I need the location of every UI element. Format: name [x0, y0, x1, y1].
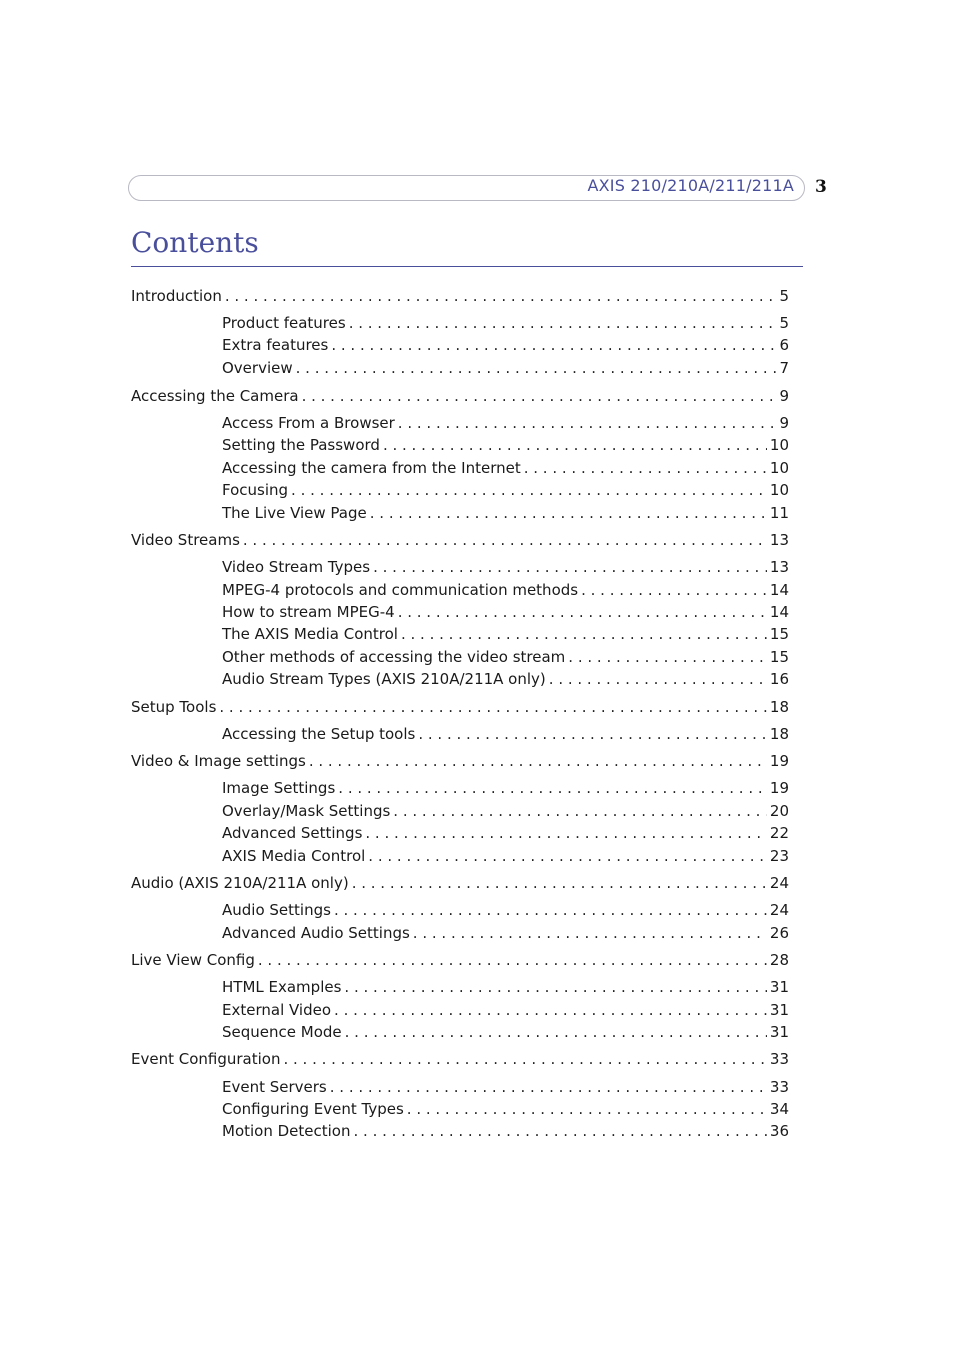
- toc-entry[interactable]: [222, 1120, 789, 1142]
- toc-entry-page: 33: [769, 1050, 789, 1068]
- toc-entry[interactable]: [222, 334, 789, 356]
- toc-entry-page: 10: [769, 481, 789, 499]
- toc-entry-page: 14: [769, 581, 789, 599]
- toc-entry-page: 15: [769, 648, 789, 666]
- toc-entry-page: 11: [769, 504, 789, 522]
- toc-entry-label: Event Servers: [222, 1078, 327, 1096]
- document-title: AXIS 210/210A/211/211A: [587, 176, 794, 195]
- toc-dot-leader: [334, 999, 767, 1021]
- toc-entry-page: 18: [769, 698, 789, 716]
- toc-entry-page: 7: [779, 359, 789, 377]
- toc-entry-label: Configuring Event Types: [222, 1100, 404, 1118]
- toc-entry[interactable]: [131, 385, 789, 407]
- toc-entry-page: 19: [769, 779, 789, 797]
- toc-entry-page: 23: [769, 847, 789, 865]
- toc-entry[interactable]: [222, 822, 789, 844]
- toc-dot-leader: [309, 750, 767, 772]
- toc-entry-label: Other methods of accessing the video stream: [222, 648, 566, 666]
- toc-dot-leader: [219, 696, 767, 718]
- toc-entry-page: 31: [769, 1001, 789, 1019]
- toc-dot-leader: [549, 668, 767, 690]
- toc-entry[interactable]: [222, 357, 789, 379]
- toc-dot-leader: [368, 845, 767, 867]
- toc-entry-label: Accessing the camera from the Internet: [222, 459, 521, 477]
- toc-entry-page: 36: [769, 1122, 789, 1140]
- toc-dot-leader: [349, 312, 777, 334]
- toc-entry-label: Focusing: [222, 481, 289, 499]
- toc-entry-label: Accessing the Camera: [131, 387, 299, 405]
- toc-entry[interactable]: [222, 723, 789, 745]
- toc-dot-leader: [338, 777, 767, 799]
- toc-entry-label: Setting the Password: [222, 436, 380, 454]
- toc-entry-page: 28: [769, 951, 789, 969]
- toc-entry[interactable]: [222, 922, 789, 944]
- toc-entry-label: Access From a Browser: [222, 414, 395, 432]
- toc-entry-label: Sequence Mode: [222, 1023, 342, 1041]
- toc-entry-label: Video & Image settings: [131, 752, 306, 770]
- toc-entry[interactable]: [222, 556, 789, 578]
- toc-entry-label: Image Settings: [222, 779, 336, 797]
- toc-entry-page: 5: [779, 287, 789, 305]
- toc-entry-page: 19: [769, 752, 789, 770]
- toc-entry[interactable]: [222, 976, 789, 998]
- toc-entry[interactable]: [222, 899, 789, 921]
- toc-dot-leader: [225, 285, 777, 307]
- toc-entry-page: 33: [769, 1078, 789, 1096]
- toc-entry-page: 14: [769, 603, 789, 621]
- toc-entry-label: Setup Tools: [131, 698, 217, 716]
- toc-entry-label: The AXIS Media Control: [222, 625, 398, 643]
- toc-dot-leader: [296, 357, 777, 379]
- page-number: 3: [815, 177, 827, 197]
- toc-dot-leader: [383, 434, 767, 456]
- toc-entry-label: Accessing the Setup tools: [222, 725, 416, 743]
- toc-entry-label: Live View Config: [131, 951, 255, 969]
- toc-entry-page: 10: [769, 459, 789, 477]
- toc-entry-label: Video Stream Types: [222, 558, 371, 576]
- toc-dot-leader: [352, 872, 767, 894]
- toc-dot-leader: [524, 457, 767, 479]
- toc-entry[interactable]: [131, 949, 789, 971]
- toc-entry[interactable]: [131, 696, 789, 718]
- toc-entry-label: Video Streams: [131, 531, 240, 549]
- toc-entry-page: 31: [769, 978, 789, 996]
- toc-dot-leader: [354, 1120, 767, 1142]
- toc-entry-label: External Video: [222, 1001, 332, 1019]
- toc-entry[interactable]: [222, 1098, 789, 1120]
- toc-entry-page: 13: [769, 558, 789, 576]
- toc-entry-label: HTML Examples: [222, 978, 342, 996]
- toc-entry-page: 16: [769, 670, 789, 688]
- toc-entry-page: 24: [769, 901, 789, 919]
- toc-entry[interactable]: [222, 800, 789, 822]
- toc-dot-leader: [258, 949, 767, 971]
- toc-entry[interactable]: [222, 623, 789, 645]
- toc-entry-label: Event Configuration: [131, 1050, 281, 1068]
- toc-entry-page: 9: [779, 414, 789, 432]
- toc-dot-leader: [418, 723, 767, 745]
- toc-entry-label: AXIS Media Control: [222, 847, 366, 865]
- toc-entry-label: Overlay/Mask Settings: [222, 802, 391, 820]
- toc-entry-page: 13: [769, 531, 789, 549]
- toc-entry-page: 26: [769, 924, 789, 942]
- toc-entry[interactable]: [222, 777, 789, 799]
- toc-entry-label: Motion Detection: [222, 1122, 351, 1140]
- toc-entry-label: Audio Stream Types (AXIS 210A/211A only): [222, 670, 546, 688]
- toc-entry[interactable]: [222, 999, 789, 1021]
- toc-entry-label: Advanced Audio Settings: [222, 924, 410, 942]
- toc-entry-label: Overview: [222, 359, 293, 377]
- toc-dot-leader: [302, 385, 777, 407]
- toc-entry-page: 5: [779, 314, 789, 332]
- toc-dot-leader: [373, 556, 767, 578]
- toc-entry[interactable]: [131, 529, 789, 551]
- toc-dot-leader: [243, 529, 767, 551]
- toc-entry[interactable]: [222, 1021, 789, 1043]
- toc-entry-label: MPEG-4 protocols and communication methods: [222, 581, 579, 599]
- toc-entry-label: Product features: [222, 314, 346, 332]
- toc-entry-page: 31: [769, 1023, 789, 1041]
- toc-entry-label: Advanced Settings: [222, 824, 363, 842]
- toc-dot-leader: [407, 1098, 767, 1120]
- toc-entry-page: 20: [769, 802, 789, 820]
- toc-dot-leader: [413, 922, 767, 944]
- toc-entry-label: Audio Settings: [222, 901, 331, 919]
- toc-entry-page: 24: [769, 874, 789, 892]
- toc-entry-page: 15: [769, 625, 789, 643]
- toc-entry-page: 10: [769, 436, 789, 454]
- toc-dot-leader: [344, 976, 767, 998]
- toc-entry[interactable]: [222, 457, 789, 479]
- toc-entry-label: Extra features: [222, 336, 329, 354]
- toc-entry-page: 6: [779, 336, 789, 354]
- toc-entry[interactable]: [131, 1048, 789, 1070]
- toc-entry[interactable]: [222, 1076, 789, 1098]
- toc-entry[interactable]: [222, 312, 789, 334]
- toc-entry[interactable]: [222, 479, 789, 501]
- toc-entry[interactable]: [222, 502, 789, 524]
- toc-entry[interactable]: [222, 579, 789, 601]
- toc-dot-leader: [398, 412, 777, 434]
- toc-dot-leader: [401, 623, 767, 645]
- toc-entry-page: 34: [769, 1100, 789, 1118]
- toc-entry-page: 18: [769, 725, 789, 743]
- toc-dot-leader: [581, 579, 767, 601]
- toc-entry[interactable]: [131, 285, 789, 307]
- toc-entry[interactable]: [222, 845, 789, 867]
- toc-dot-leader: [393, 800, 767, 822]
- toc-entry[interactable]: [222, 601, 789, 623]
- page-title: Contents: [131, 226, 259, 259]
- toc-dot-leader: [283, 1048, 766, 1070]
- toc-dot-leader: [291, 479, 767, 501]
- toc-entry-page: 9: [779, 387, 789, 405]
- toc-dot-leader: [568, 646, 767, 668]
- toc-entry[interactable]: [131, 872, 789, 894]
- toc-dot-leader: [345, 1021, 767, 1043]
- toc-entry-label: The Live View Page: [222, 504, 367, 522]
- toc-entry[interactable]: [222, 668, 789, 690]
- toc-entry-label: Audio (AXIS 210A/211A only): [131, 874, 349, 892]
- toc-entry-page: 22: [769, 824, 789, 842]
- toc-dot-leader: [365, 822, 767, 844]
- toc-entry[interactable]: [131, 750, 789, 772]
- toc-dot-leader: [331, 334, 776, 356]
- toc-entry[interactable]: [222, 412, 789, 434]
- toc-entry-label: How to stream MPEG-4: [222, 603, 395, 621]
- toc-entry[interactable]: [222, 434, 789, 456]
- toc-entry[interactable]: [222, 646, 789, 668]
- toc-dot-leader: [330, 1076, 767, 1098]
- toc-dot-leader: [398, 601, 767, 623]
- toc-dot-leader: [334, 899, 767, 921]
- toc-entry-label: Introduction: [131, 287, 222, 305]
- toc-dot-leader: [370, 502, 767, 524]
